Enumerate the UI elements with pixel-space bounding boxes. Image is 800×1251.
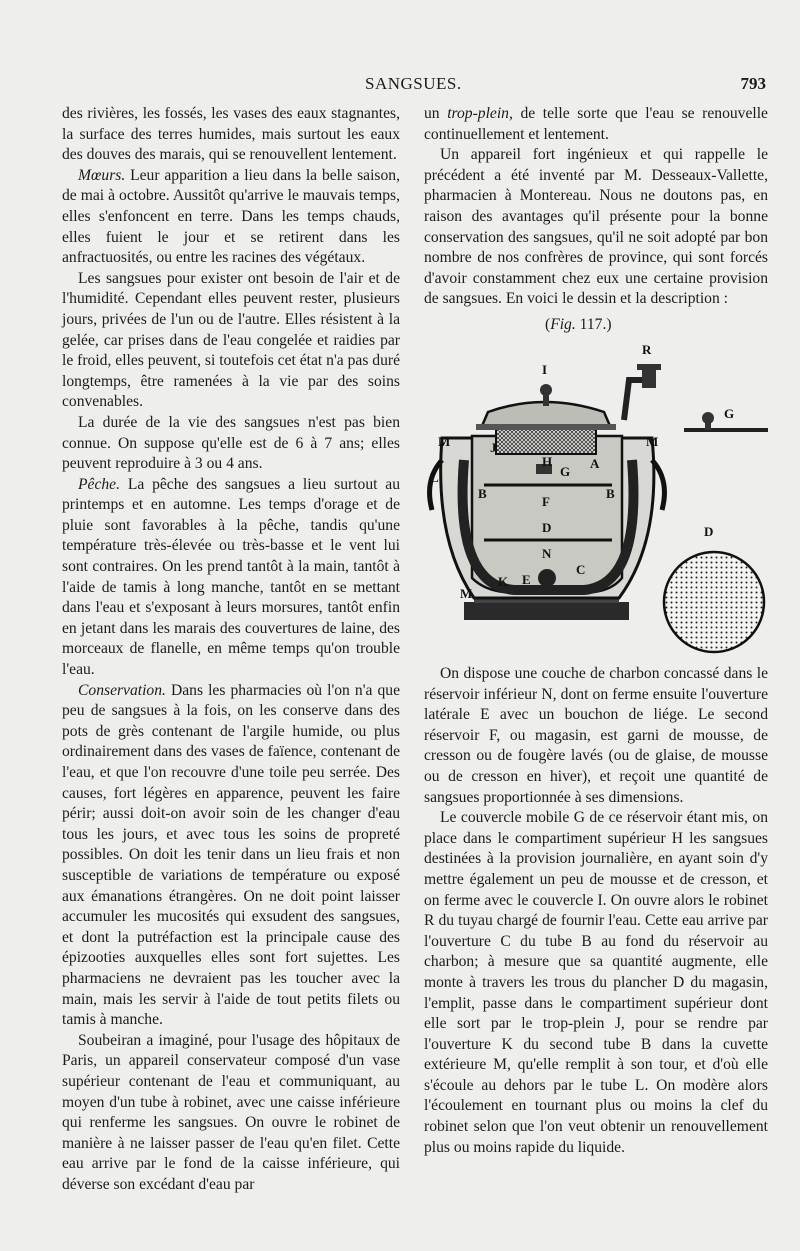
- label-G-detail: G: [724, 406, 735, 421]
- perforated-disk: [664, 552, 764, 652]
- paragraph: [424, 104, 768, 145]
- faucet-body: [642, 370, 656, 388]
- page-header: [0, 74, 800, 96]
- label-G: G: [560, 464, 571, 479]
- paragraph-body: La pêche des sangsues a lieu surtout au printemps et en automne. Les temps d'orage et de pluie sont favorables à la pêche, tandis qu'une température très-élevée ou très-basse et le vent lui sont contraires. On les prend tantôt à la main, tantôt à l'aide de tamis à long manche, tantôt en se mettant dans l'eau et s'exposant à leurs morsures, tantôt enfin en jetant dans les marais des couvertures de laine, des morceaux de flanelle, en même temps qu'on trouble l'eau.: [62, 475, 400, 679]
- figure-caption: [545, 316, 612, 334]
- stopper: [538, 569, 556, 587]
- paragraph-body: Dans les pharmacies où l'on n'a que peu de sangsues à la fois, on les conserve dans des pots de grès contenant de l'argile humide, ou plus ordinairement dans des vases de faïence, contenant de l'eau, et que l'on recouvre d'une toile peu serrée. Des causes, fort légères en apparence, peuvent les faire périr; aussi doit-on avoir soin de les changer d'eau tous les jours, et avec tous les soins de propreté possibles. On doit les tenir dans un lieu frais et non susceptible de variations de température ou exposé aux émanations étrangères. On ne doit point laisser accumuler les mucosités qui exsudent des sangsues, et dont la putréfaction est la principale cause des épizooties auxquelles elles sont fort sujettes. Les pharmaciens ne devraient pas les toucher avec la main, mais les servir à l'aide de tout petits filets ou tamis à manche.: [62, 681, 400, 1029]
- paragraph: [62, 475, 400, 681]
- faucet-key: [637, 364, 661, 370]
- paragraph: Le couvercle mobile G de ce réservoir étant mis, on place dans le compartiment supérieur H les sangsues destinées à la provision journalière, en ayant soin d'y mettre également un peu de mousse et de cresson, et on ferme avec le couvercle I. On ouvre alors le robinet R du tuyau chargé de fournir l'eau. Cette eau arrive par l'ouverture C du tube B au fond du réservoir au charbon; à mesure que sa quantité augmente, elle monte à travers les trous du plancher D du magasin, l'emplit, passe dans le compartiment supérieur dont elle sort par le trop-plein J, pour se rendre par l'ouverture K du second tube B dans la cuvette extérieure M, qu'elle remplit à son tour, et d'où elle s'écoule au dehors par le tube L. On modère alors l'écoulement en tournant plus ou moins la clef du robinet selon que l'on veut obtenir un renouvellement plus ou moins rapide du liquide.: [424, 809, 768, 1156]
- upper-compartment: [496, 428, 596, 454]
- section-title: Conservation.: [78, 681, 166, 699]
- label-R: R: [642, 342, 652, 357]
- paragraph-body: de telle sorte que l'eau se renouvelle continuellement et lentement.: [424, 105, 768, 143]
- label-J: J: [490, 440, 497, 455]
- running-head: SANGSUES.: [365, 74, 462, 93]
- paragraph: [62, 166, 400, 269]
- label-F: F: [542, 494, 550, 509]
- label-B-left: B: [478, 486, 487, 501]
- lid-knob-stem: [543, 394, 549, 406]
- lid-rim: [476, 424, 616, 430]
- section-title: Mœurs.: [78, 166, 126, 184]
- paragraph: Un appareil fort ingénieux et qui rappelle le précédent a été inventé par M. Desseaux-Vallette, pharmacien à Montereau. Nous ne doutons pas, en raison des avantages qu'il présente pour la bonne conservation des sangsues, qu'il ne soit adopté par bon nombre de nos confrères de province, qui sont forcés d'avoir constamment chez eux une certaine provision de sangsues. En voici le dessin et la description :: [424, 146, 768, 308]
- label-L: L: [430, 470, 439, 485]
- caption-fig-word: Fig.: [550, 316, 576, 333]
- paragraph: Les sangsues pour exister ont besoin de l'air et de l'humidité. Cependant elles peuvent rester, plusieurs jours, privées de l'un ou de l'autre. Elles résistent à la gelée, car prises dans de l'eau congelée et raidies par le froid, elles peuvent, si toutefois cet état n'a pas duré longtemps, être ramenées à la vie par des soins convenables.: [62, 269, 400, 411]
- label-I: I: [542, 362, 548, 377]
- detail-rod: [684, 428, 768, 432]
- label-K: K: [498, 574, 509, 589]
- left-column: [62, 104, 400, 1195]
- right-column-bottom: [424, 664, 768, 1158]
- caption-number: 117.): [575, 316, 612, 333]
- label-C: C: [576, 562, 586, 577]
- detail-knob-stem: [705, 420, 711, 430]
- caption-paren: (: [545, 316, 551, 333]
- paragraph-prefix: un: [424, 105, 448, 122]
- page-number: 793: [740, 74, 766, 93]
- paragraph-body: Leur apparition a lieu dans la belle saison, de mai à octobre. Aussitôt qu'arrive le mauvais temps, elles s'enfoncent en terre. Dans les temps chauds, elles fuient le jour et se retirent dans les anfractuosités, ou entre les racines des végétaux.: [62, 166, 400, 267]
- label-B-right: B: [606, 486, 615, 501]
- paragraph: La durée de la vie des sangsues n'est pas bien connue. On suppose qu'elle est de 6 à 7 ans; elles peuvent reproduire à 3 ou 4 ans.: [62, 413, 400, 473]
- label-M-left: M: [438, 434, 451, 449]
- italic-term: trop-plein,: [447, 105, 513, 122]
- paragraph: [62, 681, 400, 1031]
- label-D: D: [542, 520, 552, 535]
- label-M-right: M: [646, 434, 659, 449]
- paragraph: des rivières, les fossés, les vases des eaux stagnantes, la surface des terres humides, mais surtout les eaux des douves des marais, qui se renouvellent lentement.: [62, 105, 400, 164]
- right-column-top: [424, 104, 768, 310]
- paragraph: On dispose une couche de charbon concassé dans le réservoir inférieur N, dont on ferme ensuite l'ouverture latérale E avec un bouchon de liége. Le second réservoir F, ou magasin, est garni de mousse, de cresson ou de fougère lavés (ou de glaise, de mousse ou de cresson en hiver), et reçoit une quantité de sangsues proportionnée à ses dimensions.: [424, 665, 768, 806]
- label-D-detail: D: [704, 524, 714, 539]
- apparatus-drawing: [424, 340, 772, 658]
- label-H: H: [542, 454, 553, 469]
- label-N: N: [542, 546, 552, 561]
- label-M-bottom: M: [460, 586, 473, 601]
- label-A: A: [590, 456, 600, 471]
- paragraph: Soubeiran a imaginé, pour l'usage des hôpitaux de Paris, un appareil conservateur composé d'un vase supérieur contenant de l'eau et communiquant, au moyen d'un tube à robinet, avec une caisse inférieure qui renferme les sangsues. On ouvre le robinet de manière à ne laisser passer de l'eau qu'en filet. Cette eau arrive par le fond de la caisse inférieure, qui déverse son excédant d'eau par: [62, 1031, 400, 1193]
- leech-apparatus-figure: [424, 340, 772, 658]
- apparatus-base: [464, 602, 629, 620]
- section-title: Pêche.: [78, 475, 120, 493]
- label-E: E: [522, 572, 531, 587]
